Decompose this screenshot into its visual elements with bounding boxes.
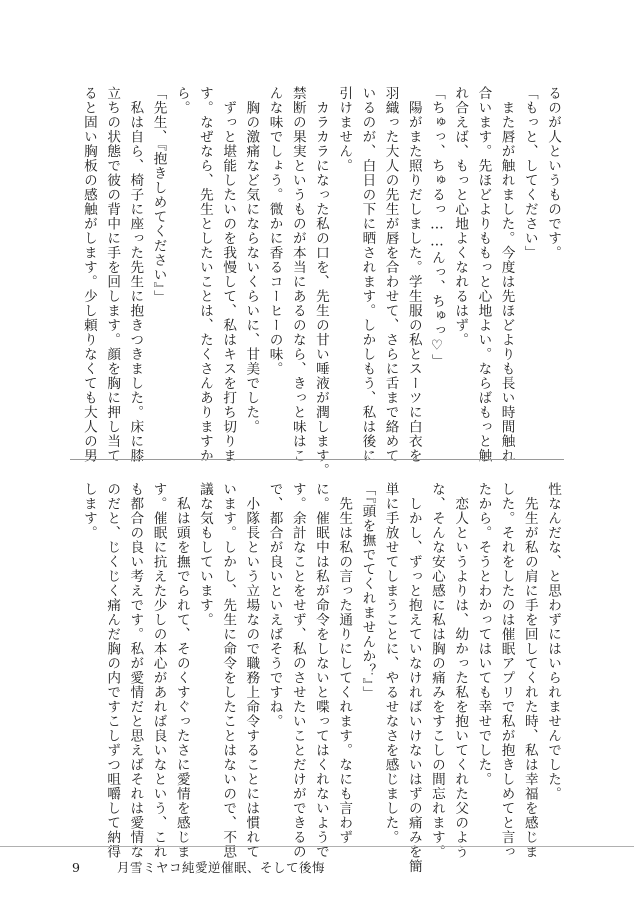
text-line: 「『頭を撫でてくれませんか？』」 <box>359 482 376 701</box>
text-line: るのが人というものです。 <box>545 86 561 260</box>
text-line: 小隊長という立場なので職務上命令することには慣れて <box>243 482 260 859</box>
text-line: も都合の良い考えです。私が愛情だと思えばそれは愛情な <box>127 482 144 859</box>
text-line: 議な気もしています。 <box>196 482 213 627</box>
page-number: 9 <box>72 860 80 875</box>
text-line: 引けません。 <box>336 86 353 173</box>
text-line: 私は頭を撫でられて、そのくすぐったさに愛情を感じま <box>173 482 190 859</box>
text-line: 先生が私の肩に手を回してくれた時、私は幸福を感じま <box>521 482 538 859</box>
text-line: 恋人というよりは、幼かった私を抱いてくれた父のよう <box>452 482 469 859</box>
text-line: ら。 <box>173 86 190 115</box>
text-line: いるのが、白日の下に晒されます。しかしもう、私は後に <box>359 86 376 463</box>
text-line: んな味でしょう。微かに香るコーヒーの味。 <box>266 86 283 376</box>
text-line: 立ちの状態で彼の背中に手を回します。顔を胸に押し当て <box>104 86 121 463</box>
text-line: で、都合が良いといえばそうですね。 <box>266 482 283 729</box>
text-line: れ合えば、もっと心地よくなれるはず。 <box>452 86 469 347</box>
text-line: な、そんな安心感に私は胸の痛みをすこしの間忘れます。 <box>428 482 445 859</box>
text-line: す。なぜなら、先生としたいことは、たくさんありますか <box>196 86 213 463</box>
text-line: します。 <box>80 482 97 540</box>
text-line: 禁断の果実というものが本当にあるのなら、きっと味はこ <box>289 86 306 463</box>
text-line: のだと、じくじく痛んだ胸の内ですこしずつ咀嚼して納得 <box>104 482 121 859</box>
text-line: 胸の激痛など気にならないくらいに、甘美でした。 <box>243 86 260 434</box>
text-line: した。それをしたのは催眠アプリで私が抱きしめてと言っ <box>498 482 515 859</box>
text-line: しかし、ずっと抱えていなければいけないはずの痛みを簡 <box>405 482 422 874</box>
text-line: 陽がまた照りだしました。学生服の私とスーツに白衣を <box>405 86 422 463</box>
text-line: 「ちゅっ、ちゅるっ……んっ、ちゅっ♡」 <box>428 86 445 369</box>
text-line: す。余計なことをせず、私のさせたいことだけができるの <box>289 482 306 859</box>
text-line: また唇が触れました。今度は先ほどよりも長い時間触れ <box>498 86 515 463</box>
text-line: 合います。先ほどよりももっと心地よい。ならばもっと触 <box>475 86 492 463</box>
text-line: います。しかし、先生に命令をしたことはないので、不思 <box>220 482 237 859</box>
footer-rule <box>0 846 634 847</box>
text-line: たから。そうとわかってはいても幸せでした。 <box>475 482 492 787</box>
text-line: ずっと堪能したいのを我慢して、私はキスを打ち切りま <box>220 86 237 463</box>
text-line: す。催眠に抗えた少しの本心があれば良いなという、これ <box>150 482 167 859</box>
section-divider <box>70 459 564 460</box>
text-line: に。催眠中は私が命令をしないと喋ってはくれないようで <box>312 482 329 859</box>
upper-text-block <box>77 86 564 478</box>
text-line: カラカラになった私の口を、先生の甘い唾液が潤します。 <box>312 86 329 478</box>
text-line: 私は自ら、椅子に座った先生に抱きつきました。床に膝 <box>127 86 144 463</box>
text-line: ると固い胸板の感触がします。少し頼りなくても大人の男 <box>80 86 97 463</box>
text-line: 「先生、『抱きしめてください』」 <box>150 86 167 305</box>
text-line: 単に手放せてしまうことに、やるせなさを感じました。 <box>382 482 399 845</box>
text-line: 性なんだな、と思わずにはいられませんでした。 <box>545 482 561 801</box>
text-line: 「もっと、してください」 <box>521 86 538 260</box>
running-title: 月雪ミヤコ純愛逆催眠、そして後悔 <box>117 860 326 875</box>
text-line: 羽織った大人の先生が唇を合わせて、さらに舌まで絡めて <box>382 86 399 463</box>
text-line: 先生は私の言った通りにしてくれます。なにも言わず <box>336 482 353 845</box>
